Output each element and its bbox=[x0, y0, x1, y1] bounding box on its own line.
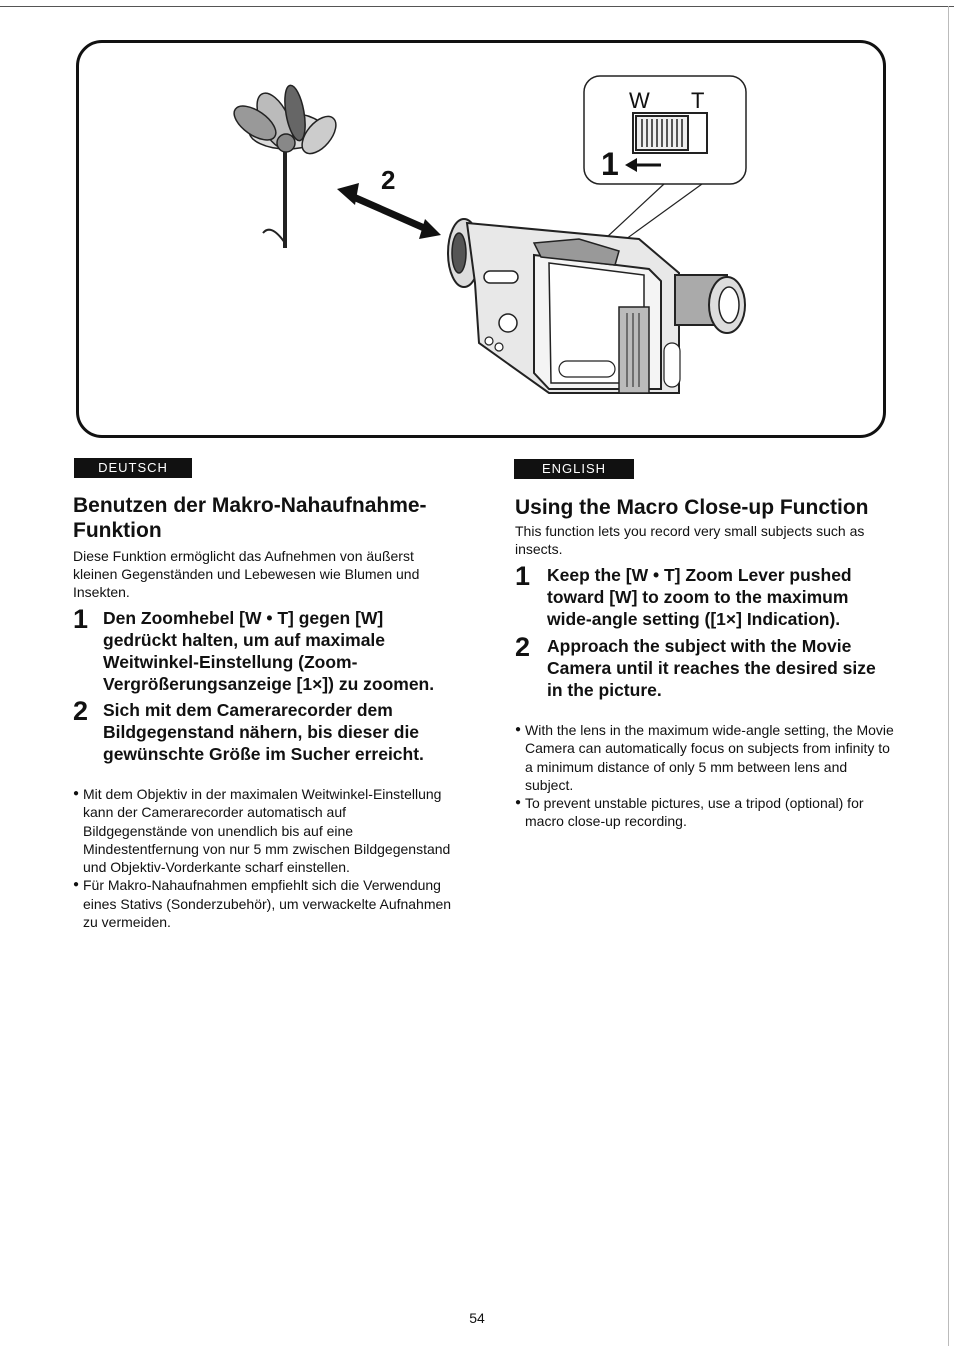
english-section-label: ENGLISH bbox=[514, 459, 634, 479]
page-number: 54 bbox=[469, 1310, 485, 1326]
german-notes bbox=[73, 785, 453, 931]
macro-illustration bbox=[76, 40, 886, 438]
lever-label-w: W bbox=[629, 88, 650, 113]
english-note-2 bbox=[515, 794, 895, 831]
german-column bbox=[73, 493, 453, 931]
bullet-icon: ● bbox=[515, 724, 522, 735]
step-2-marker: 2 bbox=[381, 165, 396, 195]
english-step-2-number: 2 bbox=[515, 632, 531, 662]
german-step-1 bbox=[73, 604, 453, 695]
english-step-2-text: Approach the subject with the Movie Camera until it reaches the desired size in the picture. bbox=[547, 636, 876, 700]
flower-drawing bbox=[228, 84, 342, 248]
english-step-2 bbox=[515, 632, 895, 701]
german-step-2-number: 2 bbox=[73, 696, 89, 726]
german-step-1-number: 1 bbox=[73, 604, 89, 634]
english-step-1-text: Keep the [W • T] Zoom Lever pushed toward [W] to zoom to the maximum wide-angle setting ([1×] Indication). bbox=[547, 565, 852, 629]
german-title: Benutzen der Makro-Nahaufnahme-Funktion bbox=[73, 494, 427, 542]
english-title: Using the Macro Close-up Function bbox=[515, 496, 869, 519]
bullet-icon: ● bbox=[73, 788, 80, 799]
approach-arrow bbox=[337, 165, 441, 239]
right-edge-rule bbox=[948, 6, 949, 1346]
german-note-2-text: Für Makro-Nahaufnahmen empfiehlt sich die Verwendung eines Stativs (Sonderzubehör), um verwackelte Aufnahmen zu vermeiden. bbox=[83, 877, 452, 931]
top-rule bbox=[0, 6, 954, 7]
english-intro: This function lets you record very small subjects such as insects. bbox=[515, 523, 865, 557]
english-column bbox=[515, 495, 895, 831]
english-step-1-number: 1 bbox=[515, 561, 531, 591]
german-intro: Diese Funktion ermöglicht das Aufnehmen von äußerst kleinen Gegenständen und Lebewesen wie Blumen und Insekten. bbox=[73, 548, 420, 600]
english-note-1-text: With the lens in the maximum wide-angle setting, the Movie Camera can automatically focus on subjects from infinity to a minimum distance of only 5 mm between lens and subject. bbox=[525, 722, 894, 793]
english-note-2-text: To prevent unstable pictures, use a tripod (optional) for macro close-up recording. bbox=[525, 795, 864, 830]
illustration-canvas bbox=[79, 43, 889, 441]
step-1-marker: 1 bbox=[601, 146, 619, 182]
camcorder-drawing bbox=[448, 219, 745, 393]
english-notes bbox=[515, 721, 895, 831]
german-note-2 bbox=[73, 876, 453, 931]
english-step-1 bbox=[515, 561, 895, 630]
bullet-icon: ● bbox=[515, 797, 522, 809]
german-step-2 bbox=[73, 696, 453, 765]
german-note-1 bbox=[73, 785, 453, 876]
german-step-2-text: Sich mit dem Camerarecorder dem Bildgegenstand nähern, bis dieser die gewünschte Größe im Sucher erreicht. bbox=[103, 700, 424, 764]
german-section-label: DEUTSCH bbox=[74, 458, 192, 478]
german-note-1-text: Mit dem Objektiv in der maximalen Weitwinkel-Einstellung kann der Camerarecorder automatisch auf Bildgegenstände von unendlich bis auf eine Mindestentfernung von nur 5 mm zwischen Bildgegenstand und Objektiv-Vorderkante scharf einstellen. bbox=[83, 786, 451, 876]
zoom-lever-callout bbox=[584, 76, 746, 255]
lever-label-t: T bbox=[691, 88, 705, 113]
english-note-1 bbox=[515, 721, 895, 794]
german-step-1-text: Den Zoomhebel [W • T] gegen [W] gedrückt halten, um auf maximale Weitwinkel-Einstellung (Zoom-Vergrößerungsanzeige [1×]) zu zoomen. bbox=[103, 608, 435, 694]
bullet-icon: ● bbox=[73, 879, 80, 891]
